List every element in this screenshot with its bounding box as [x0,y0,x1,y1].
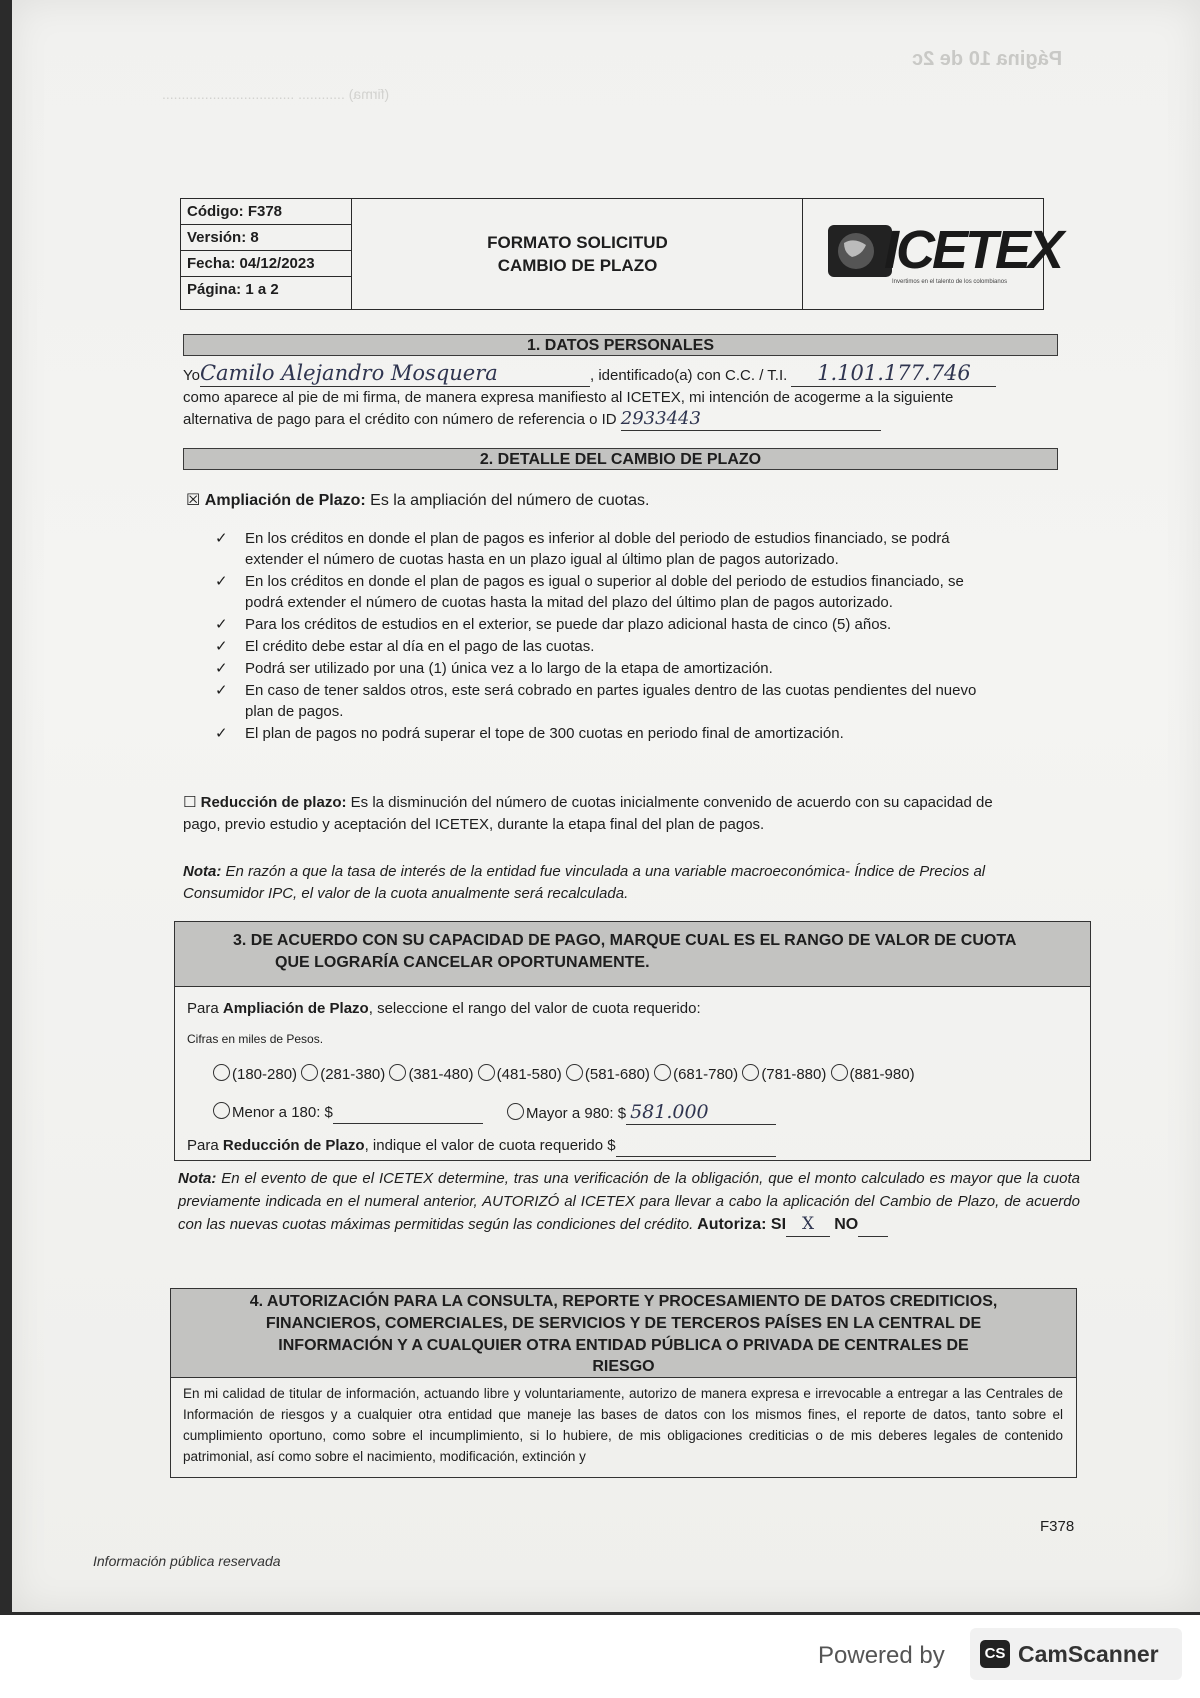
mayor-field[interactable] [626,1102,776,1125]
check-icon: ✓ [215,530,228,547]
section-4-title: 4. AUTORIZACIÓN PARA LA CONSULTA, REPORTE Y PROCESAMIENTO DE DATOS CREDITICIOS, FINANCIEROS, COMERCIALES, DE SERVICIOS Y DE TERCEROS PAÍSES EN LA CENTRAL DE INFORMACIÓN Y A CUALQUIER OTRA ENTIDAD PÚBLICA O PRIVADA DE CENTRALES DE RIESGO [171,1289,1076,1378]
check-icon: ✓ [215,682,228,699]
section-1-line-2: como aparece al pie de mi firma, de manera expresa manifiesto al ICETEX, mi intención de acogerme a la siguiente [183,389,954,406]
codigo: Código: F378 [181,199,351,225]
reduccion-desc: Es la disminución del número de cuotas inicialmente convenido de acuerdo con su capacidad de pago, previo estudio y aceptación del ICETEX, durante la etapa final del plan de pagos. [183,794,993,833]
range-option[interactable]: (881-980) [831,1066,915,1083]
reduccion-option [183,792,1013,836]
camscanner-brand: CamScanner [1018,1641,1159,1667]
radio-icon[interactable] [213,1102,230,1119]
bleed-through-text: Página 10 de 2c [912,48,1063,70]
name-handwritten: Camilo Alejandro Mosquera [199,361,498,385]
version: Versión: 8 [181,225,351,251]
radio-icon [831,1064,848,1081]
range-option[interactable]: (781-880) [742,1066,826,1083]
section-4-body: En mi calidad de titular de información, actuando libre y voluntariamente, autorizo de manera expresa e irrevocable a entregar a las Centrales de Información de riesgos y a cualquier otra entidad que maneje las bases de datos con los mismos fines, el reporte de datos, tanto sobre el cumplimiento oportuno, como sobre el incumplimiento, si lo hubiere, de mis obligaciones crediticias o de mis deberes legales de contenido patrimonial, así como sobre el nacimiento, modificación, extinción y [183,1386,1063,1464]
pagina: Página: 1 a 2 [187,281,279,298]
ampliacion-checkbox[interactable]: ☒ [186,492,201,509]
condition-item: ✓ En los créditos en donde el plan de pagos es igual o superior al doble del periodo de estudios financiado, se podrá extender el número de cuotas hasta la mitad del plazo del último plan de pagos autorizado. [215,573,964,611]
reduccion-value-field[interactable] [616,1136,776,1157]
powered-by-label: Powered by [818,1642,945,1669]
document-header [180,198,1062,310]
range-option[interactable]: (381-480) [389,1066,473,1083]
radio-icon [478,1064,495,1081]
section-1-title: 1. DATOS PERSONALES [183,334,1058,356]
condition-item: ✓ En caso de tener saldos otros, este será cobrado en partes iguales dentro de las cuotas pendientes del nuevo plan de pagos. [215,682,977,720]
menor-field[interactable] [333,1103,483,1124]
title-line-2: CAMBIO DE PLAZO [497,256,658,275]
icetex-logo [806,199,1062,309]
radio-icon [389,1064,406,1081]
identificado-label: , identificado(a) con C.C. / T.I. [589,367,788,384]
check-icon: ✓ [215,638,228,655]
logo-tagline: Invertimos en el talento de los colombianos [892,279,1008,285]
range-options [213,1064,915,1085]
form-code: F378 [1040,1518,1075,1535]
range-option[interactable]: (180-280) [213,1066,297,1083]
camscanner-icon: CS [980,1640,1010,1668]
check-icon: ✓ [215,660,228,677]
radio-icon [742,1064,759,1081]
range-option[interactable]: (581-680) [566,1066,650,1083]
radio-icon [566,1064,583,1081]
section-1-line-1 [183,363,1063,387]
reference-handwritten: 2933443 [620,408,701,429]
header-meta [181,199,352,309]
name-field[interactable] [200,363,590,387]
check-icon: ✓ [215,573,228,590]
section-1-line-3 [183,409,1063,431]
ampliacion-range-instruction: Para Ampliación de Plazo, seleccione el rango del valor de cuota requerido: [187,1000,701,1017]
reduccion-label: Reducción de plazo: [200,794,347,811]
nota-ipc [183,861,1053,905]
reduccion-checkbox[interactable]: ☐ [183,794,197,811]
section-2-title: 2. DETALLE DEL CAMBIO DE PLAZO [183,448,1058,470]
range-option[interactable]: (281-380) [301,1066,385,1083]
condition-item: ✓ Para los créditos de estudios en el exterior, se puede dar plazo adicional hasta de cinco (5) años. [215,616,892,633]
radio-icon[interactable] [507,1103,524,1120]
menor-option: Menor a 180: $ [213,1102,483,1124]
camscanner-badge [970,1628,1182,1680]
mayor-handwritten: 581.000 [630,1101,709,1123]
check-icon: ✓ [215,616,228,633]
ampliacion-label: Ampliación de Plazo: [204,492,366,509]
ampliacion-option [186,491,649,511]
nota-label: Nota: [183,863,222,880]
condition-item: ✓ En los créditos en donde el plan de pagos es inferior al doble del periodo de estudios financiado, se podrá extender el número de cuotas hasta en un plazo igual al último plan de pagos autorizado. [215,530,950,568]
fecha: Fecha: 04/12/2023 [181,251,351,277]
bleed-through-text: (firma) ............ .................................. [162,86,390,102]
range-option[interactable]: (481-580) [478,1066,562,1083]
title-line-1: FORMATO SOLICITUD [487,233,668,252]
cifras-note: Cifras en miles de Pesos. [187,1032,324,1046]
document-title [353,199,803,309]
referencia-label: alternativa de pago para el crédito con número de referencia o ID [183,411,617,428]
section-3-box [174,921,1091,1161]
radio-icon [301,1064,318,1081]
ampliacion-conditions [215,528,1000,745]
condition-item: ✓ El crédito debe estar al día en el pago de las cuotas. [215,638,595,655]
condition-item: ✓ Podrá ser utilizado por una (1) única vez a lo largo de la etapa de amortización. [215,660,773,677]
reference-field[interactable] [621,409,881,431]
no-field[interactable] [858,1213,888,1237]
radio-icon [213,1064,230,1081]
reduccion-value-line: Para Reducción de Plazo, indique el valor de cuota requerido $ [187,1136,776,1157]
section-4-box [170,1288,1077,1478]
range-option[interactable]: (681-780) [654,1066,738,1083]
section-3-title: 3. DE ACUERDO CON SU CAPACIDAD DE PAGO, MARQUE CUAL ES EL RANGO DE VALOR DE CUOTA QUE LOGRARÍA CANCELAR OPORTUNAMENTE. [175,922,1090,987]
si-field[interactable]: X [786,1213,830,1237]
nota-autorizacion: Nota: En el evento de que el ICETEX determine, tras una verificación de la obligación, que el monto calculado es mayor que la cuota previamente indicada en el numeral anterior, AUTORIZÓ al ICETEX para llevar a cabo la aplicación del Cambio de Plazo, de acuerdo con las nuevas cuotas máximas permitidas según las condiciones del crédito. Autoriza: SI X NO [178,1167,1080,1237]
radio-icon [654,1064,671,1081]
condition-item: ✓ El plan de pagos no podrá superar el tope de 300 cuotas en periodo final de amortización. [215,725,844,742]
logo-wordmark: ICETEX [884,220,1062,280]
classification-label: Información pública reservada [93,1553,281,1569]
yo-label: Yo [183,367,200,384]
ampliacion-desc: Es la ampliación del número de cuotas. [365,492,650,509]
id-field[interactable] [791,363,996,387]
check-icon: ✓ [215,725,228,742]
nota-text: En razón a que la tasa de interés de la entidad fue vinculada a una variable macroeconómica- Índice de Precios al Consumidor IPC, el valor de la cuota anualmente será recalculada. [183,863,986,902]
mayor-option: Mayor a 980: $ 581.000 [507,1102,776,1125]
id-handwritten: 1.101.177.746 [817,361,971,385]
